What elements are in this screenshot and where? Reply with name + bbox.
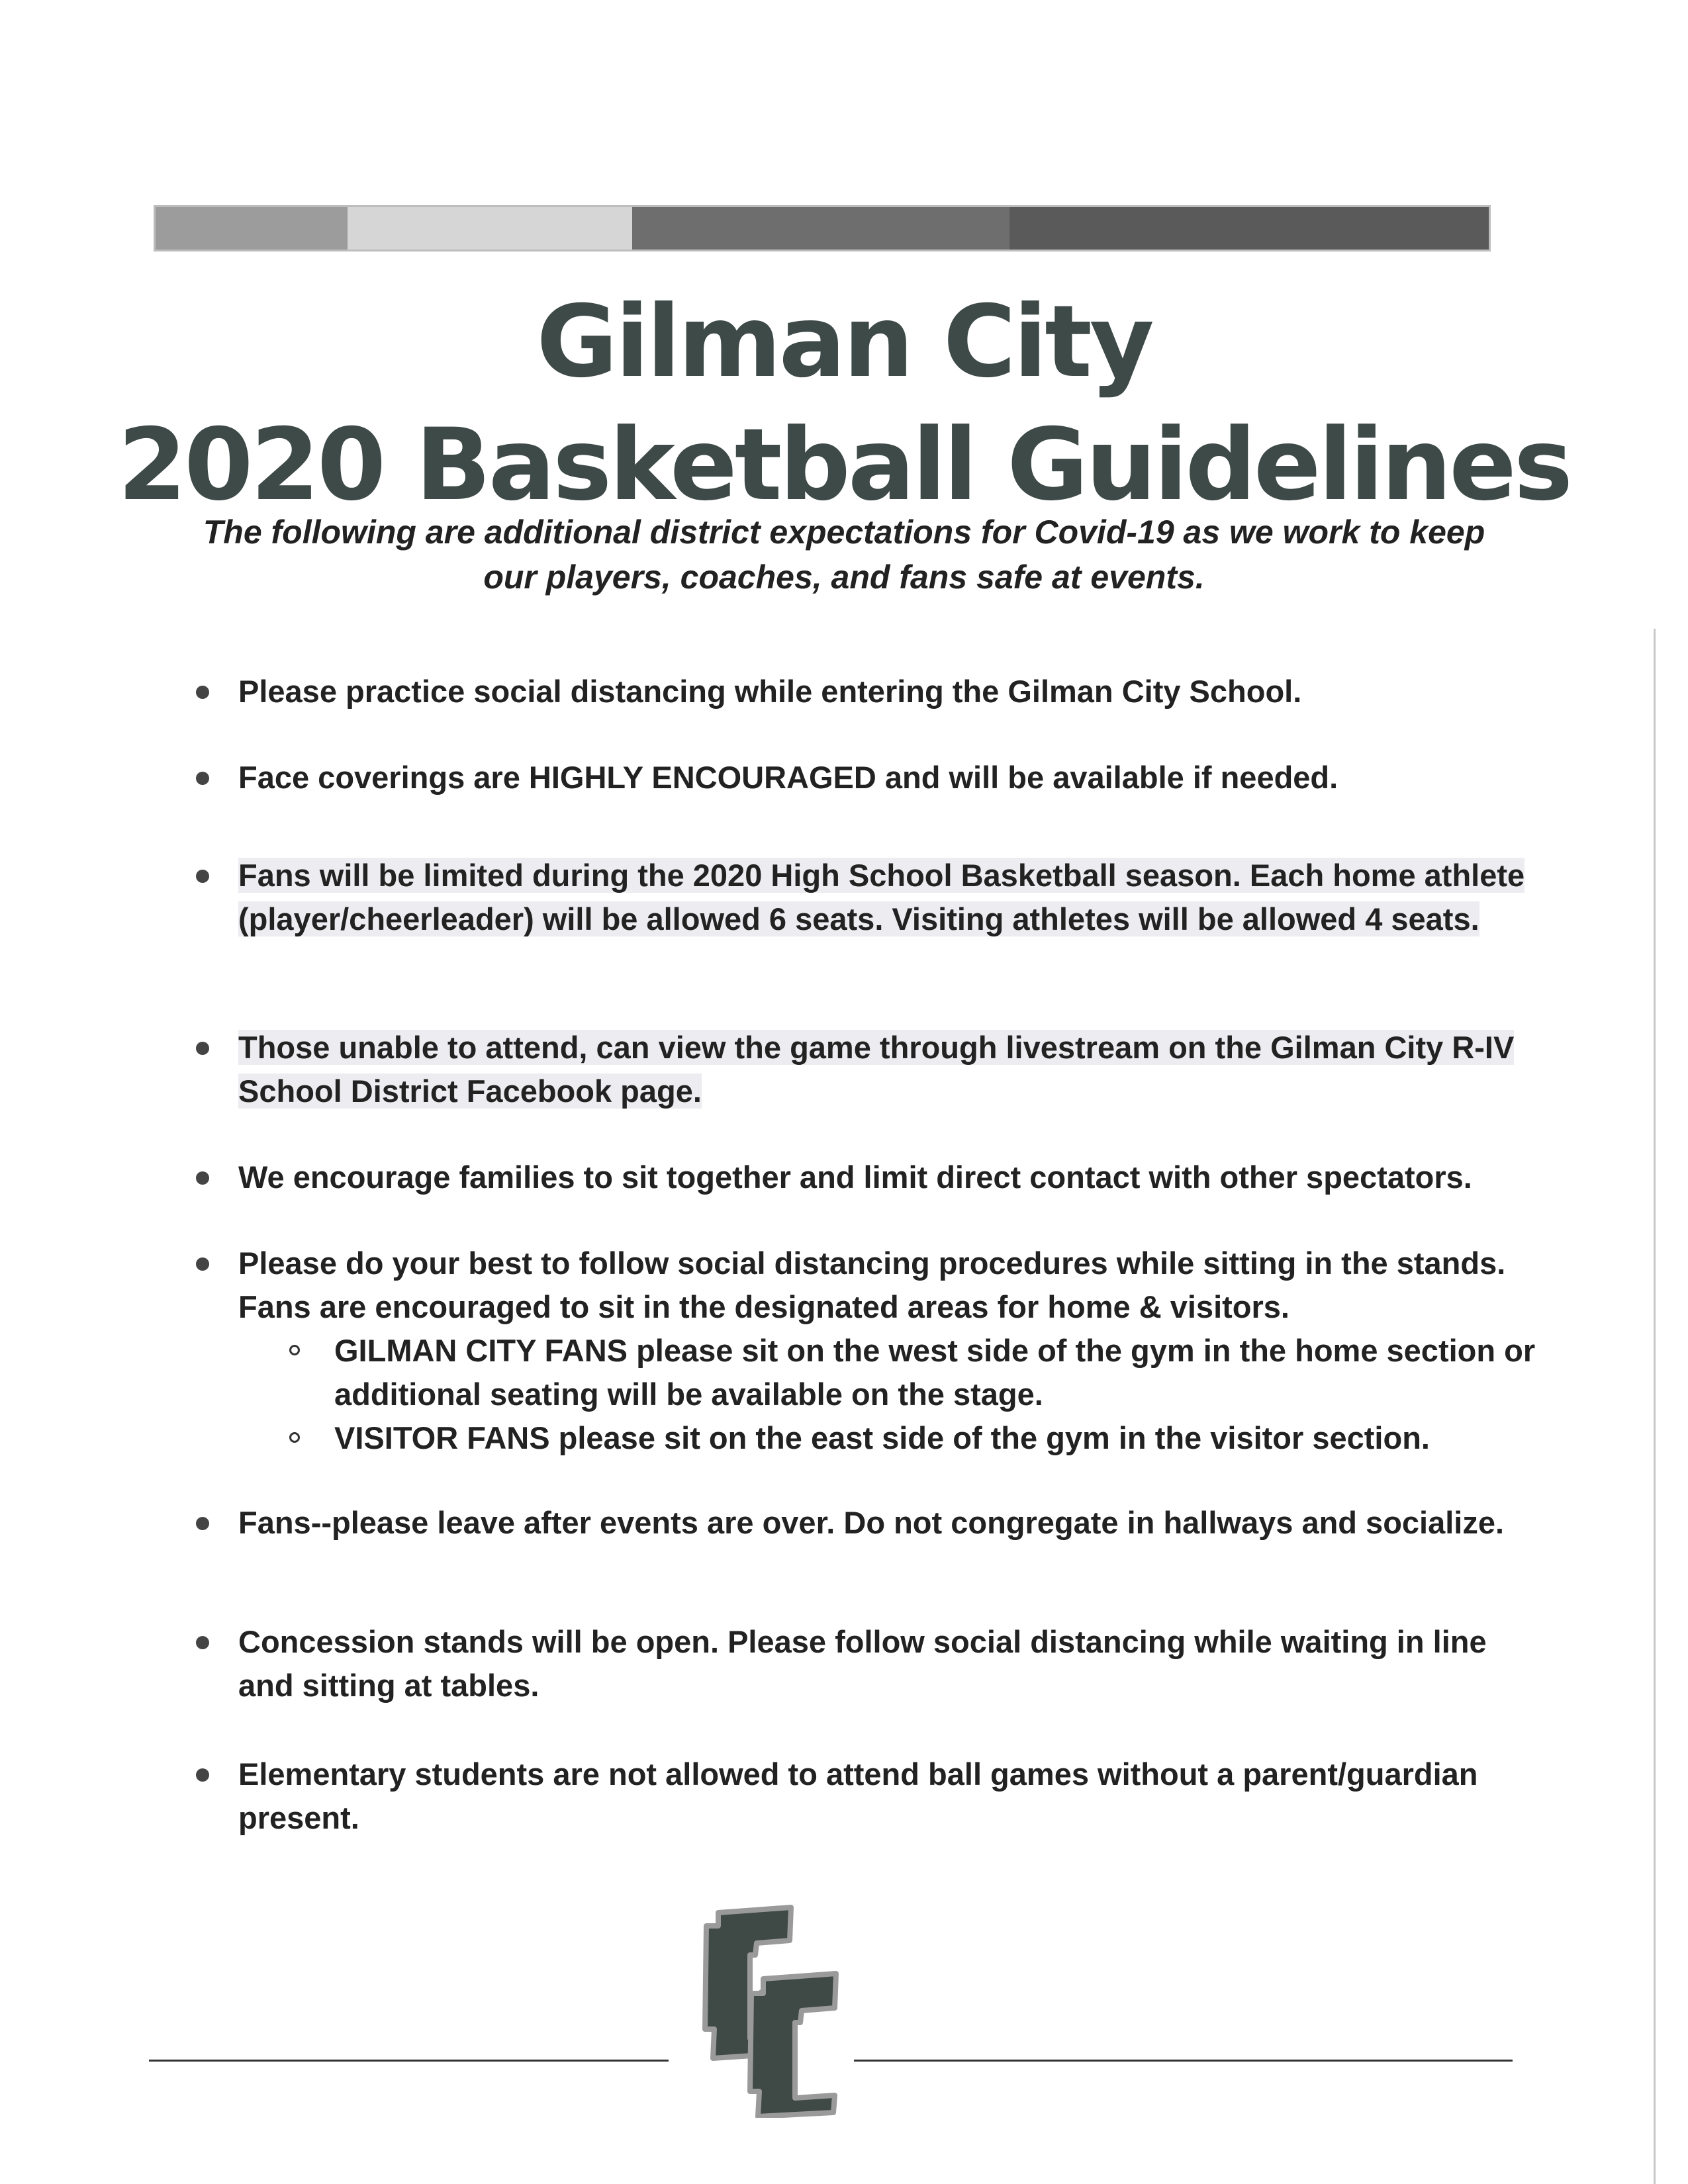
list-item: Those unable to attend, can view the game through livestream on the Gilman City R-IV School District Facebook page. bbox=[238, 1026, 1536, 1113]
bullet-icon bbox=[196, 1517, 209, 1530]
header-bar-segment bbox=[348, 207, 632, 250]
bullet-icon bbox=[196, 686, 209, 699]
page-subtitle-heading: 2020 Basketball Guidelines bbox=[117, 408, 1571, 523]
list-item: Please practice social distancing while entering the Gilman City School. bbox=[238, 670, 1536, 713]
list-item: We encourage families to sit together and limit direct contact with other spectators. bbox=[238, 1156, 1536, 1199]
header-bar-segment bbox=[1009, 207, 1489, 250]
bullet-icon bbox=[196, 1257, 209, 1271]
gc-logo-icon bbox=[679, 1899, 851, 2118]
footer-divider-left bbox=[149, 2060, 669, 2062]
scan-edge-artifact bbox=[1654, 629, 1656, 2184]
sub-list-item: VISITOR FANS please sit on the east side of the gym in the visitor section. bbox=[334, 1416, 1546, 1460]
intro-text: The following are additional district expectations for Covid-19 as we work to keep our players, coaches, and fans safe at events. bbox=[203, 514, 1485, 596]
list-item: Please do your best to follow social distancing procedures while sitting in the stands. Fans are encouraged to sit in the designated areas for home & visitors. GILMAN CITY FANS please sit on the west side of the gym in the home section or additional seating will be available on the stage. VISITOR FANS please sit on the east side of the gym in the visitor section. bbox=[238, 1242, 1536, 1460]
page-title: Gilman City bbox=[536, 285, 1152, 400]
bullet-icon bbox=[196, 1768, 209, 1782]
header-decorative-bar bbox=[154, 205, 1491, 251]
sub-bullet-icon bbox=[289, 1432, 300, 1443]
bullet-icon bbox=[196, 1042, 209, 1055]
footer-divider-right bbox=[854, 2060, 1513, 2062]
list-item: Face coverings are HIGHLY ENCOURAGED and will be available if needed. bbox=[238, 756, 1536, 799]
bullet-icon bbox=[196, 1171, 209, 1185]
sub-list-item: GILMAN CITY FANS please sit on the west side of the gym in the home section or additional seating will be available on the stage. bbox=[334, 1329, 1546, 1416]
list-item: Elementary students are not allowed to attend ball games without a parent/guardian present. bbox=[238, 1752, 1536, 1840]
list-item: Fans will be limited during the 2020 High School Basketball season. Each home athlete (player/cheerleader) will be allowed 6 seats. Visiting athletes will be allowed 4 seats. bbox=[238, 854, 1536, 941]
bullet-icon bbox=[196, 1636, 209, 1649]
bullet-icon bbox=[196, 870, 209, 883]
sub-bullet-icon bbox=[289, 1345, 300, 1355]
header-bar-segment bbox=[156, 207, 348, 250]
list-item: Concession stands will be open. Please follow social distancing while waiting in line and sitting at tables. bbox=[238, 1620, 1536, 1707]
header-bar-segment bbox=[632, 207, 1009, 250]
list-item: Fans--please leave after events are over. Do not congregate in hallways and socialize. bbox=[238, 1501, 1536, 1545]
bullet-icon bbox=[196, 772, 209, 785]
logo-letter-c bbox=[750, 1974, 836, 2116]
